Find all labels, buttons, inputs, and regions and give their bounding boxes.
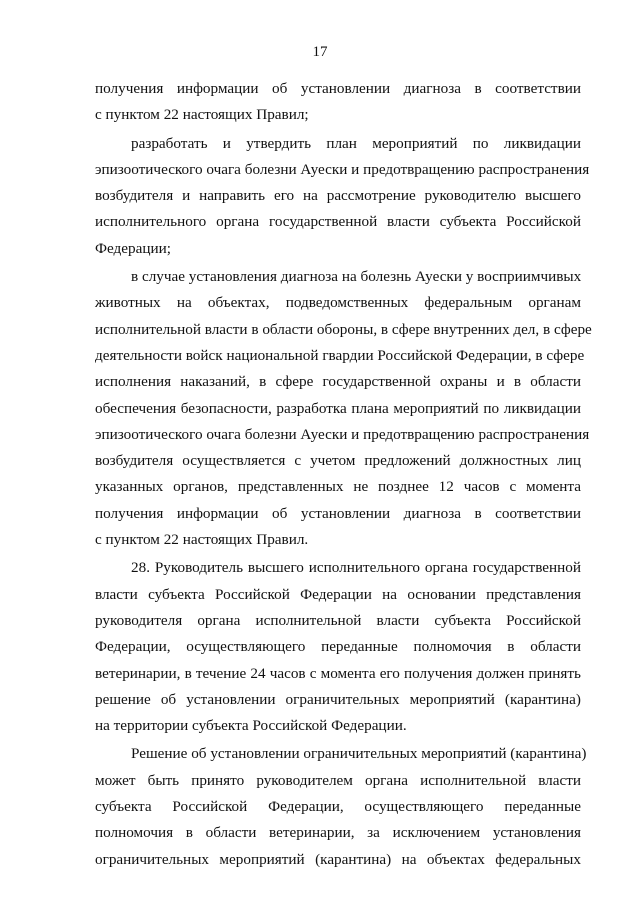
- text-line: власти субъекта Российской Федерации на основании представления: [95, 585, 581, 603]
- text-line: субъекта Российской Федерации, осуществляющего переданные: [95, 798, 581, 816]
- text-line: Федерации, осуществляющего переданные полномочия в области: [95, 638, 581, 656]
- text-line: разработать и утвердить план мероприятий по ликвидации: [131, 134, 581, 152]
- text-line: обеспечения безопасности, разработка плана мероприятий по ликвидации: [95, 399, 581, 417]
- text-line: 28. Руководитель высшего исполнительного органа государственной: [131, 559, 581, 577]
- text-line: на территории субъекта Российской Федерации.: [95, 717, 407, 735]
- paragraph-item-28: [95, 555, 581, 739]
- paragraph-decision: [95, 741, 587, 872]
- text-line: с пунктом 22 настоящих Правил.: [95, 531, 309, 549]
- paragraph-continuation: [95, 76, 581, 129]
- text-line: эпизоотического очага болезни Ауески и предотвращению распространения: [95, 160, 590, 178]
- text-line: деятельности войск национальной гвардии Российской Федерации, в сфере: [95, 346, 585, 364]
- text-line: может быть принято руководителем органа исполнительной власти: [95, 771, 581, 789]
- text-line: ограничительных мероприятий (карантина) на объектах федеральных: [95, 850, 581, 868]
- text-line: исполнительной власти в области обороны, в сфере внутренних дел, в сфере: [95, 320, 592, 338]
- text-line: с пунктом 22 настоящих Правил;: [95, 106, 309, 124]
- text-line: возбудителя и направить его на рассмотрение руководителю высшего: [95, 187, 581, 205]
- text-line: исполнительного органа государственной власти субъекта Российской: [95, 213, 581, 231]
- paragraph-plan: [95, 131, 590, 262]
- text-line: исполнения наказаний, в сфере государственной охраны и в области: [95, 373, 581, 391]
- text-line: возбудителя осуществляется с учетом предложений должностных лиц: [95, 452, 581, 470]
- text-line: указанных органов, представленных не позднее 12 часов с момента: [95, 478, 581, 496]
- text-line: животных на объектах, подведомственных федеральным органам: [95, 294, 581, 312]
- document-body: [95, 76, 592, 873]
- text-line: Решение об установлении ограничительных мероприятий (карантина): [131, 745, 587, 763]
- text-line: эпизоотического очага болезни Ауески и предотвращению распространения: [95, 425, 590, 443]
- text-line: полномочия в области ветеринарии, за исключением установления: [95, 824, 581, 842]
- text-line: решение об установлении ограничительных мероприятий (карантина): [95, 690, 581, 708]
- text-line: ветеринарии, в течение 24 часов с момента его получения должен принять: [95, 664, 581, 682]
- text-line: Федерации;: [95, 239, 171, 257]
- text-line: получения информации об установлении диагноза в соответствии: [95, 80, 581, 97]
- text-line: в случае установления диагноза на болезнь Ауески у восприимчивых: [131, 268, 582, 286]
- text-line: получения информации об установлении диагноза в соответствии: [95, 504, 581, 522]
- paragraph-federal-objects: [95, 264, 592, 553]
- text-line: руководителя органа исполнительной власти субъекта Российской: [95, 611, 581, 629]
- page-number: 17: [312, 44, 328, 60]
